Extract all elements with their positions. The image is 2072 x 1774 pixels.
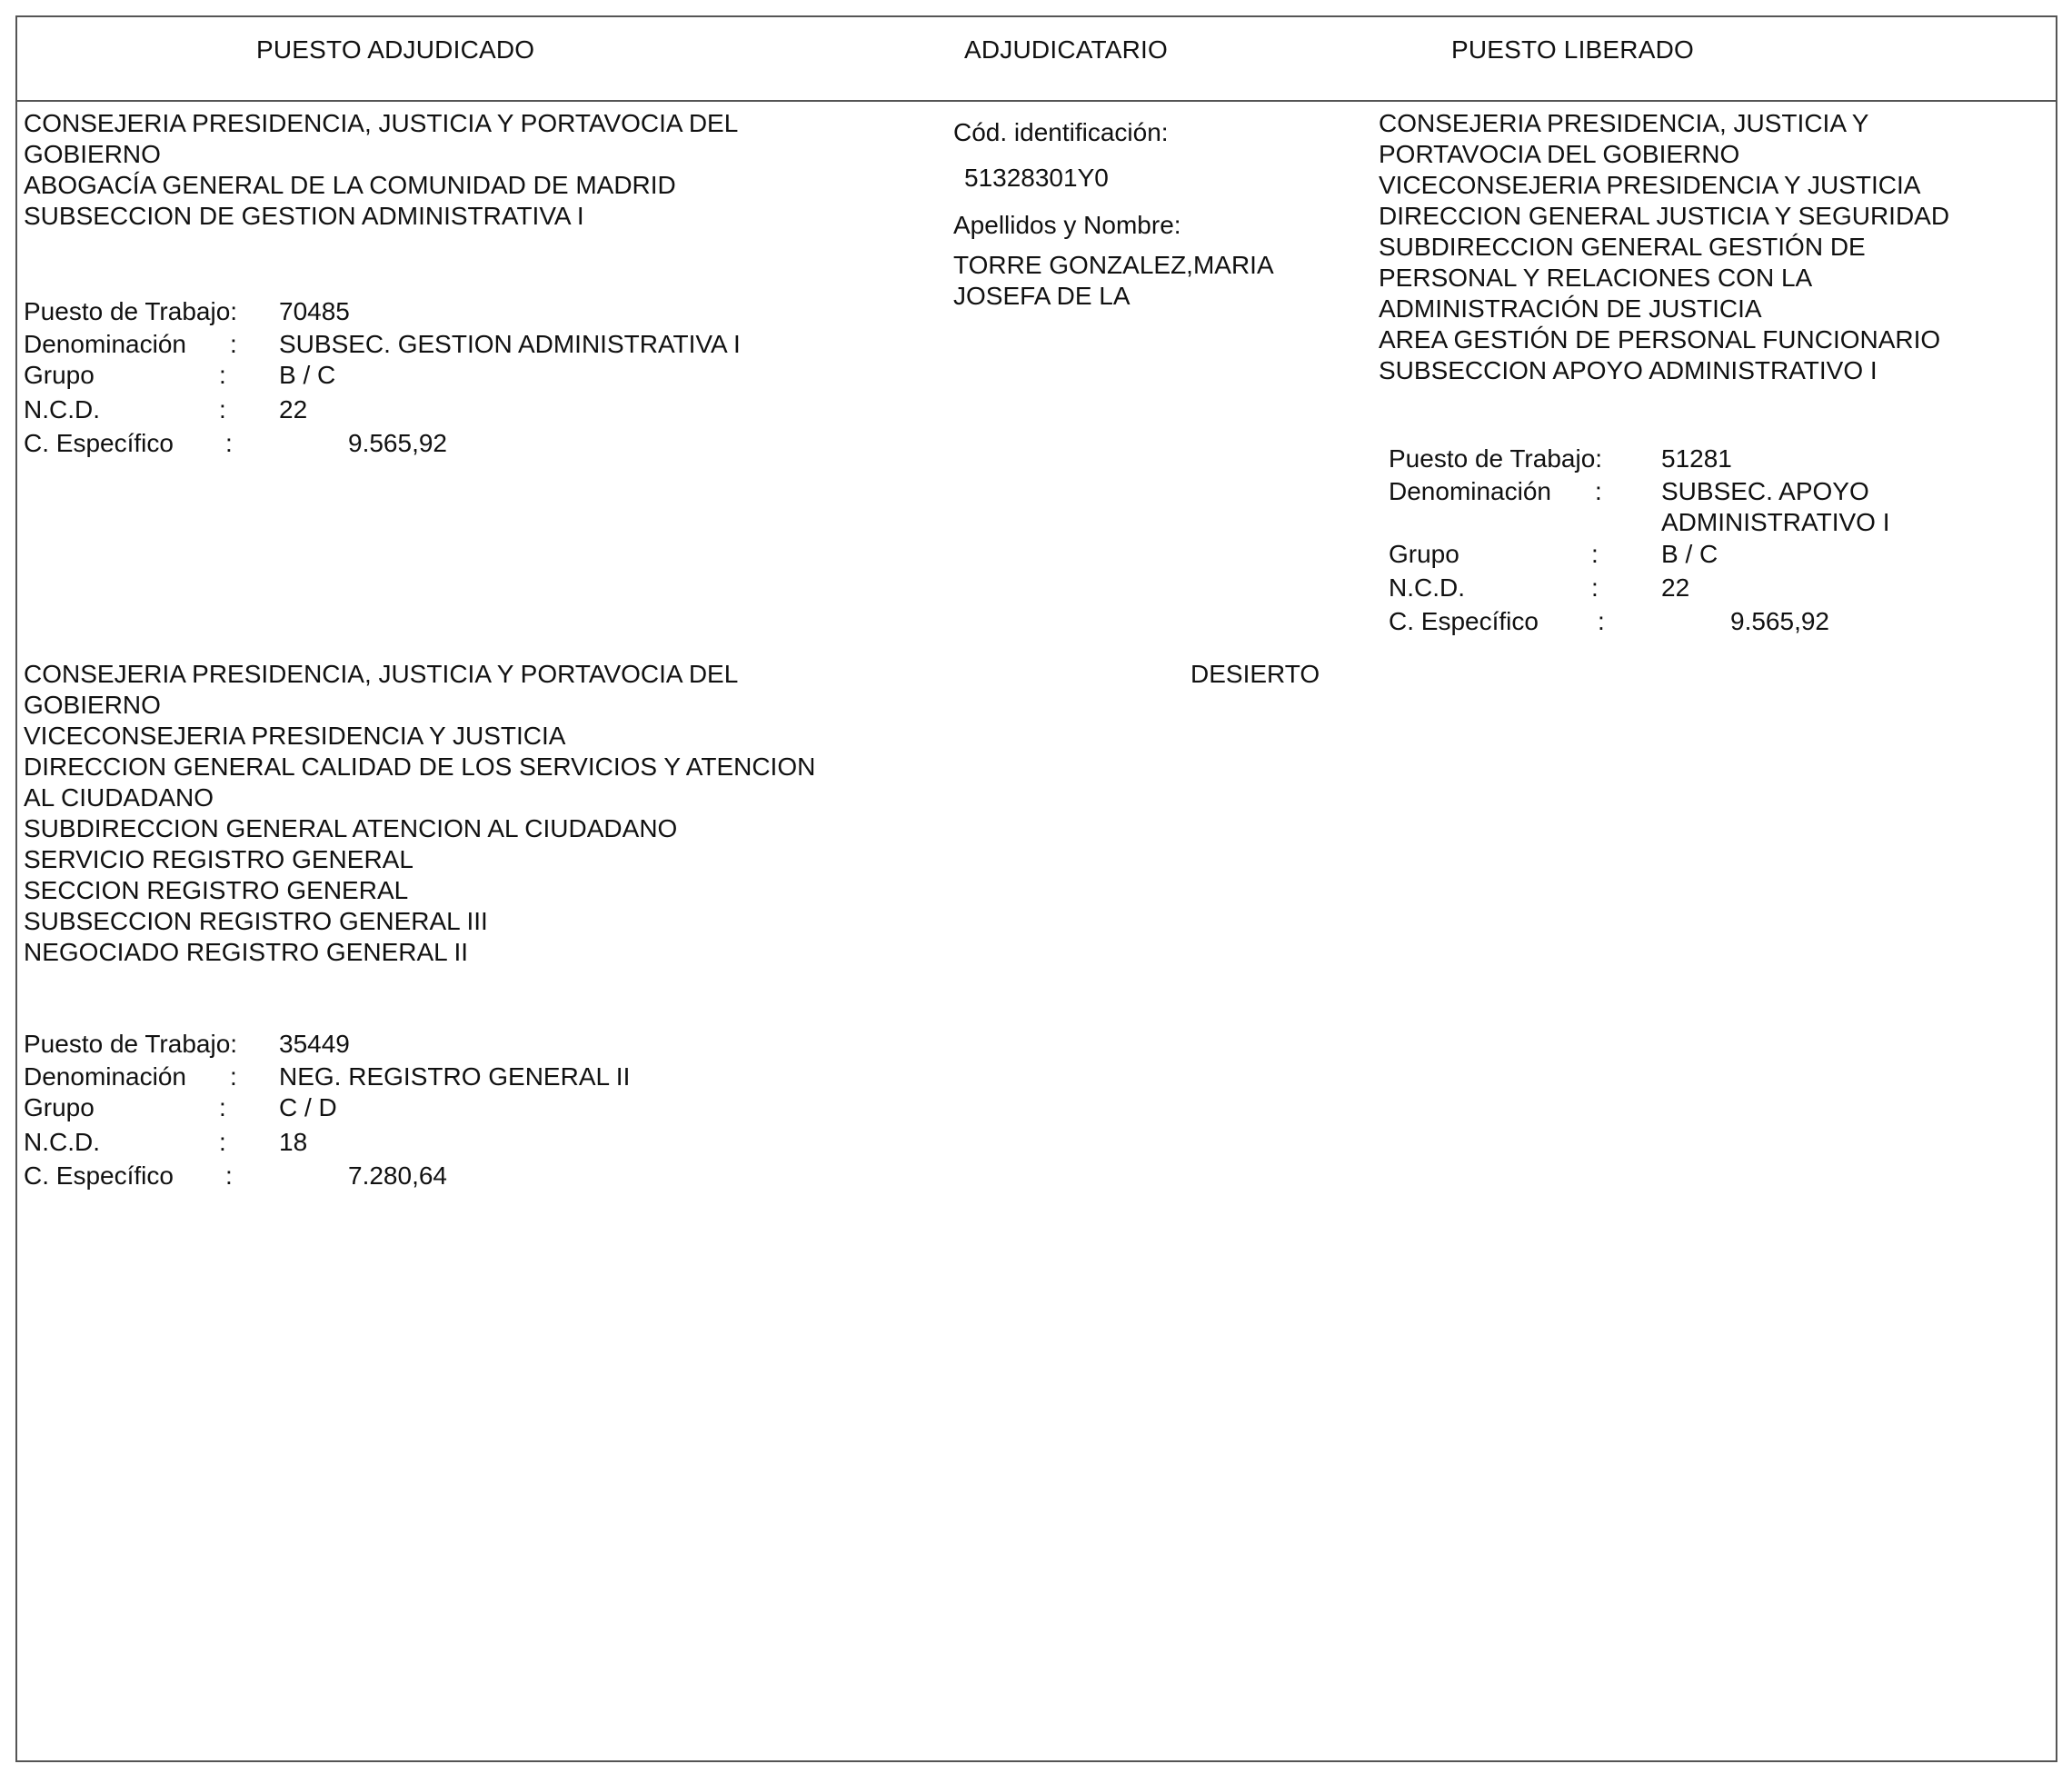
ncd-label: N.C.D. xyxy=(24,395,100,424)
ncd-label: N.C.D. xyxy=(1389,573,1465,602)
org-line: SUBDIRECCION GENERAL ATENCION AL CIUDADANO xyxy=(24,814,678,842)
org-line: SUBDIRECCION GENERAL GESTIÓN DE xyxy=(1379,233,1866,261)
org-line: SUBSECCION DE GESTION ADMINISTRATIVA I xyxy=(24,202,584,230)
adjudicatario-name xyxy=(953,250,1274,312)
denominacion-value: SUBSEC. GESTION ADMINISTRATIVA I xyxy=(279,330,741,358)
especifico-label: C. Específico xyxy=(1389,607,1539,635)
colon: : xyxy=(230,1062,237,1091)
grupo-value: B / C xyxy=(1661,540,1718,568)
denominacion-label: Denominación xyxy=(24,1062,186,1091)
org-line: PORTAVOCIA DEL GOBIERNO xyxy=(1379,140,1740,168)
puesto-label: Puesto de Trabajo: xyxy=(24,1030,238,1058)
org-line: VICECONSEJERIA PRESIDENCIA Y JUSTICIA xyxy=(24,722,566,750)
colon: : xyxy=(219,1093,226,1121)
org-line: SECCION REGISTRO GENERAL xyxy=(24,876,409,904)
org-line: CONSEJERIA PRESIDENCIA, JUSTICIA Y PORTAVOCIA DEL xyxy=(24,660,739,688)
ncd-value: 22 xyxy=(279,395,308,424)
entry2-adjudicado-details xyxy=(24,1029,842,1211)
colon: : xyxy=(1598,607,1605,635)
header-adjudicatario: ADJUDICATARIO xyxy=(964,35,1169,64)
puesto-value: 35449 xyxy=(279,1030,350,1058)
colon: : xyxy=(219,1128,226,1156)
puesto-value: 70485 xyxy=(279,297,350,325)
denominacion-label: Denominación xyxy=(24,330,186,358)
entry1-adjudicado-details xyxy=(24,296,842,478)
org-line: CONSEJERIA PRESIDENCIA, JUSTICIA Y PORTAVOCIA DEL xyxy=(24,109,739,137)
header-divider xyxy=(15,100,2057,102)
denominacion-value: ADMINISTRATIVO I xyxy=(1661,508,1890,536)
colon: : xyxy=(230,330,237,358)
org-line: VICECONSEJERIA PRESIDENCIA Y JUSTICIA xyxy=(1379,171,1921,199)
colon: : xyxy=(219,361,226,389)
especifico-value: 9.565,92 xyxy=(348,429,447,457)
org-line: DIRECCION GENERAL JUSTICIA Y SEGURIDAD xyxy=(1379,202,1950,230)
org-line: GOBIERNO xyxy=(24,691,161,719)
org-line: GOBIERNO xyxy=(24,140,161,168)
grupo-value: B / C xyxy=(279,361,336,389)
ncd-label: N.C.D. xyxy=(24,1128,100,1156)
especifico-value: 7.280,64 xyxy=(348,1161,447,1190)
cod-identificacion-value: 51328301Y0 xyxy=(964,164,1109,192)
org-line: CONSEJERIA PRESIDENCIA, JUSTICIA Y xyxy=(1379,109,1869,137)
puesto-label: Puesto de Trabajo: xyxy=(1389,444,1603,473)
especifico-value: 9.565,92 xyxy=(1730,607,1829,635)
denominacion-value: SUBSEC. APOYO xyxy=(1661,477,1869,505)
name-line: JOSEFA DE LA xyxy=(953,282,1131,310)
ncd-value: 18 xyxy=(279,1128,308,1156)
header-puesto-adjudicado: PUESTO ADJUDICADO xyxy=(256,35,535,64)
grupo-label: Grupo xyxy=(1389,540,1459,568)
org-line: SUBSECCION REGISTRO GENERAL III xyxy=(24,907,488,935)
org-line: SERVICIO REGISTRO GENERAL xyxy=(24,845,413,873)
grupo-label: Grupo xyxy=(24,1093,95,1121)
status-desierto: DESIERTO xyxy=(1190,660,1320,688)
entry2-adjudicado-org xyxy=(24,659,815,968)
org-line: AREA GESTIÓN DE PERSONAL FUNCIONARIO xyxy=(1379,325,1941,354)
org-line: SUBSECCION APOYO ADMINISTRATIVO I xyxy=(1379,356,1878,384)
colon: : xyxy=(1595,477,1602,505)
grupo-label: Grupo xyxy=(24,361,95,389)
denominacion-value: NEG. REGISTRO GENERAL II xyxy=(279,1062,631,1091)
org-line: ABOGACÍA GENERAL DE LA COMUNIDAD DE MADRID xyxy=(24,171,676,199)
org-line: ADMINISTRACIÓN DE JUSTICIA xyxy=(1379,294,1762,323)
puesto-value: 51281 xyxy=(1661,444,1732,473)
especifico-label: C. Específico xyxy=(24,429,174,457)
ncd-value: 22 xyxy=(1661,573,1690,602)
puesto-label: Puesto de Trabajo: xyxy=(24,297,238,325)
org-line: PERSONAL Y RELACIONES CON LA xyxy=(1379,264,1813,292)
entry1-liberado-details xyxy=(1389,444,2025,643)
colon: : xyxy=(225,429,233,457)
colon: : xyxy=(1591,540,1599,568)
entry1-liberado-org xyxy=(1379,108,1949,386)
org-line: AL CIUDADANO xyxy=(24,783,214,812)
grupo-value: C / D xyxy=(279,1093,337,1121)
colon: : xyxy=(219,395,226,424)
colon: : xyxy=(225,1161,233,1190)
colon: : xyxy=(1591,573,1599,602)
apellidos-nombre-label: Apellidos y Nombre: xyxy=(953,211,1181,239)
org-line: DIRECCION GENERAL CALIDAD DE LOS SERVICIOS Y ATENCION xyxy=(24,752,816,781)
header-puesto-liberado: PUESTO LIBERADO xyxy=(1451,35,1695,64)
name-line: TORRE GONZALEZ,MARIA xyxy=(953,251,1274,279)
entry1-adjudicado-org xyxy=(24,108,738,232)
cod-identificacion-label: Cód. identificación: xyxy=(953,118,1169,146)
especifico-label: C. Específico xyxy=(24,1161,174,1190)
denominacion-label: Denominación xyxy=(1389,477,1551,505)
org-line: NEGOCIADO REGISTRO GENERAL II xyxy=(24,938,469,966)
